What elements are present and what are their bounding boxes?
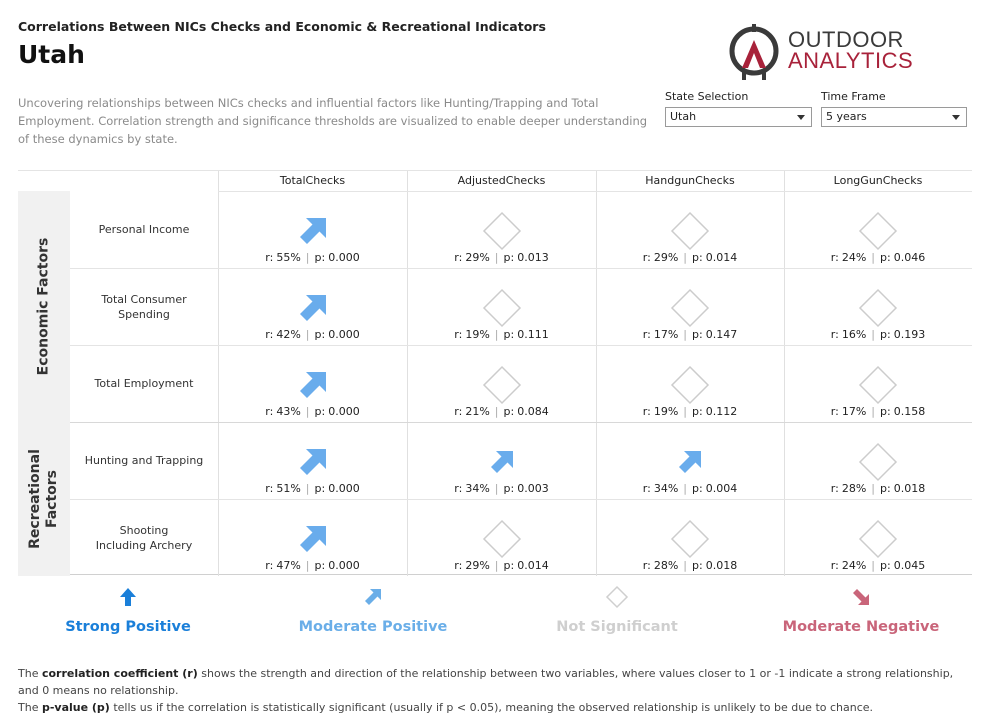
legend-moderate-negative [776,584,946,635]
correlation-stats: r: 55% | p: 0.000 [265,251,360,264]
correlation-stats: r: 47% | p: 0.000 [265,559,360,572]
up-right-arrow-icon [364,588,382,606]
correlation-stats: r: 29% | p: 0.014 [642,251,738,264]
state-selection-dropdown[interactable] [665,107,812,127]
logo-text-analytics: ANALYTICS [788,48,914,73]
correlation-cell[interactable] [596,345,784,422]
correlation-cell[interactable] [407,268,596,345]
correlation-stats: r: 34% | p: 0.003 [454,482,549,495]
correlation-cell[interactable] [784,191,972,268]
p-value: 0.158 [893,405,926,418]
correlation-cell[interactable] [407,422,596,499]
group-label-recreational-factors: Recreational Factors [27,449,60,549]
dashboard-supertitle: Correlations Between NICs Checks and Economic & Recreational Indicators [18,19,546,34]
correlation-stats: r: 42% | p: 0.000 [265,328,360,341]
correlation-cell[interactable] [218,422,407,499]
correlation-cell[interactable] [784,422,972,499]
correlation-cell[interactable] [218,268,407,345]
up-right-arrow-icon [293,442,333,482]
time-frame-filter [821,90,967,127]
column-header-handgunchecks: HandgunChecks [645,174,735,187]
p-value: 0.084 [517,405,549,418]
p-value: 0.004 [705,482,738,495]
page-title: Utah [18,40,85,69]
r-value: 16% [841,328,867,341]
p-value: 0.018 [893,482,926,495]
footnote-pvalue: The p-value (p) tells us if the correlation is statistically significant (usually if p < 0.05), meaning the observed relationship is unlikely to be due to chance. [18,701,874,714]
p-value: 0.000 [328,559,360,572]
up-right-arrow-icon [293,365,333,405]
diamond-icon [482,211,522,251]
correlation-cell[interactable] [407,191,596,268]
diamond-icon [858,288,898,328]
footnote-r-term: correlation coefficient (r) [41,667,198,680]
row-label-total-consumer-spending: Total Consumer Spending [101,292,187,321]
p-value: 0.147 [705,328,738,341]
state-selection-value: Utah [670,110,697,123]
row-label-personal-income: Personal Income [98,223,190,236]
column-header-totalchecks: TotalChecks [279,174,346,187]
legend-label: Strong Positive [65,619,191,635]
up-right-arrow-icon [293,519,333,559]
column-header-longgunchecks: LongGunChecks [833,174,923,187]
r-value: 21% [465,405,490,418]
correlation-stats: r: 28% | p: 0.018 [830,482,926,495]
correlation-stats: r: 29% | p: 0.013 [454,251,549,264]
p-value: 0.014 [517,559,549,572]
footnote-correlation: The correlation coefficient (r) shows the strength and direction of the relationship between two variables, where values closer to 1 or -1 indicate a strong relationship, and 0 means no relationship. [18,667,954,697]
correlation-stats: r: 28% | p: 0.018 [642,559,738,572]
column-header-adjustedchecks: AdjustedChecks [457,174,546,187]
correlation-cell[interactable] [784,268,972,345]
correlation-cell[interactable] [596,191,784,268]
diamond-icon [858,442,898,482]
r-value: 34% [465,482,490,495]
legend-label: Moderate Positive [298,619,448,635]
r-value: 19% [465,328,490,341]
down-right-arrow-icon [852,588,870,606]
p-value: 0.193 [893,328,926,341]
legend-label: Not Significant [556,619,678,635]
time-frame-value: 5 years [826,110,867,123]
p-value: 0.014 [705,251,738,264]
diamond-icon [670,211,710,251]
correlation-cell[interactable] [596,499,784,576]
r-value: 55% [276,251,301,264]
r-value: 24% [841,559,867,572]
diamond-icon [482,365,522,405]
diamond-icon [670,519,710,559]
r-value: 42% [276,328,301,341]
diamond-icon [670,288,710,328]
crosshair-logo-icon [728,22,784,82]
correlation-stats: r: 19% | p: 0.111 [454,328,549,341]
correlation-stats: r: 34% | p: 0.004 [642,482,738,495]
diamond-icon [605,585,629,609]
up-right-arrow-icon [482,442,522,482]
r-value: 29% [465,559,490,572]
row-label-hunting-and-trapping: Hunting and Trapping [84,454,204,467]
r-value: 28% [841,482,867,495]
r-value: 51% [276,482,301,495]
correlation-cell[interactable] [407,345,596,422]
correlation-matrix [18,170,972,575]
dashboard-description: Uncovering relationships between NICs checks and influential factors like Hunting/Trapping and Total Employment. Correlation strength and significance thresholds are visualized to enable deeper understanding of these dynamics by state. [18,96,648,146]
outdoor-analytics-logo [728,22,918,82]
diamond-icon [858,211,898,251]
r-value: 24% [841,251,867,264]
correlation-cell[interactable] [596,422,784,499]
up-right-arrow-icon [293,211,333,251]
correlation-cell[interactable] [784,499,972,576]
correlation-cell[interactable] [784,345,972,422]
p-value: 0.000 [328,328,360,341]
row-label-total-employment: Total Employment [94,377,194,390]
r-value: 29% [653,251,679,264]
correlation-stats: r: 43% | p: 0.000 [265,405,360,418]
p-value: 0.018 [705,559,738,572]
group-label-economic-factors: Economic Factors [35,237,52,376]
correlation-cell[interactable] [596,268,784,345]
p-value: 0.045 [893,559,926,572]
p-value: 0.111 [517,328,549,341]
row-label-shooting-including-archery: Shooting Including Archery [95,523,193,552]
correlation-cell[interactable] [218,191,407,268]
p-value: 0.000 [328,405,360,418]
legend-label: Moderate Negative [782,619,940,635]
correlation-cell[interactable] [407,499,596,576]
correlation-stats: r: 17% | p: 0.158 [830,405,926,418]
state-selection-label: State Selection [665,90,749,103]
correlation-cell[interactable] [218,499,407,576]
correlation-stats: r: 17% | p: 0.147 [642,328,738,341]
p-value: 0.046 [893,251,926,264]
chevron-down-icon [797,115,805,120]
r-value: 17% [841,405,867,418]
r-value: 17% [653,328,679,341]
state-selection-filter [665,90,812,127]
correlation-stats: r: 24% | p: 0.045 [830,559,926,572]
legend-moderate-positive [283,584,463,635]
diamond-icon [482,288,522,328]
p-value: 0.013 [517,251,549,264]
chevron-down-icon [952,115,960,120]
time-frame-dropdown[interactable] [821,107,967,127]
correlation-stats: r: 24% | p: 0.046 [830,251,926,264]
diamond-icon [858,365,898,405]
r-value: 47% [276,559,301,572]
r-value: 43% [276,405,301,418]
r-value: 29% [465,251,490,264]
correlation-cell[interactable] [218,345,407,422]
p-value: 0.003 [517,482,549,495]
up-arrow-icon [119,587,137,607]
p-value: 0.000 [328,482,360,495]
footnote-p-term: p-value (p) [41,701,110,714]
r-value: 34% [653,482,679,495]
correlation-stats: r: 19% | p: 0.112 [642,405,738,418]
correlation-stats: r: 21% | p: 0.084 [454,405,549,418]
logo-text-outdoor: OUTDOOR [788,27,904,52]
diamond-icon [858,519,898,559]
correlation-stats: r: 16% | p: 0.193 [830,328,926,341]
r-value: 19% [653,405,679,418]
diamond-icon [670,365,710,405]
correlation-stats: r: 51% | p: 0.000 [265,482,360,495]
correlation-stats: r: 29% | p: 0.014 [454,559,549,572]
up-right-arrow-icon [293,288,333,328]
r-value: 28% [653,559,679,572]
legend-strong-positive [48,584,208,635]
p-value: 0.112 [705,405,738,418]
legend-not-significant [537,584,697,635]
diamond-icon [482,519,522,559]
p-value: 0.000 [328,251,360,264]
time-frame-label: Time Frame [821,90,886,103]
up-right-arrow-icon [670,442,710,482]
